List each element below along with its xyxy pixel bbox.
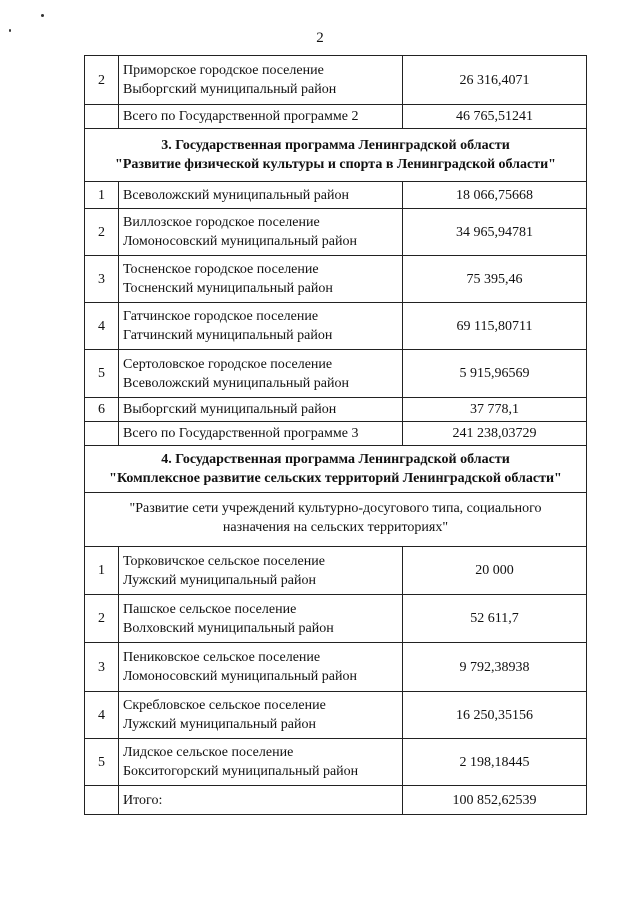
- municipality-name: [119, 303, 403, 350]
- page-number: 2: [316, 30, 324, 46]
- allocation-table: [84, 55, 587, 815]
- municipality-name: [119, 398, 403, 422]
- total-label: [119, 105, 403, 129]
- name-line: Лужский муниципальный район: [123, 572, 316, 588]
- table-row: [85, 209, 587, 256]
- total-label: [119, 422, 403, 446]
- row-number: 5: [85, 739, 119, 786]
- table-row: [85, 595, 587, 643]
- row-number: [85, 422, 119, 446]
- total-value: 46 765,51241: [403, 105, 587, 129]
- subprogram-header-row: [85, 493, 587, 547]
- total-value: 100 852,62539: [403, 786, 587, 815]
- row-number: 6: [85, 398, 119, 422]
- name-line: Итого:: [123, 792, 163, 808]
- name-line: Волховский муниципальный район: [123, 620, 334, 636]
- total-label: [119, 786, 403, 815]
- amount-value: 9 792,38938: [403, 643, 587, 692]
- row-number: 5: [85, 350, 119, 398]
- total-value: 241 238,03729: [403, 422, 587, 446]
- row-number: 1: [85, 182, 119, 209]
- program-header-row: [85, 129, 587, 182]
- table-row: [85, 350, 587, 398]
- name-line: Всего по Государственной программе 3: [123, 426, 359, 441]
- name-line: Гатчинский муниципальный район: [123, 328, 333, 343]
- row-number: 2: [85, 56, 119, 105]
- name-line: Выборгский муниципальный район: [123, 82, 337, 97]
- name-line: Торковичское сельское поселение: [123, 553, 325, 569]
- title-line: 4. Государственная программа Ленинградской области: [161, 452, 510, 467]
- title-line: "Развитие физической культуры и спорта в Ленинградской области": [115, 157, 556, 172]
- table-row: [85, 398, 587, 422]
- row-number: 4: [85, 692, 119, 739]
- amount-value: 20 000: [403, 547, 587, 595]
- row-number: [85, 105, 119, 129]
- name-line: Ломоносовский муниципальный район: [123, 669, 357, 684]
- program-title: [85, 129, 587, 182]
- table-row: [85, 303, 587, 350]
- amount-value: 52 611,7: [403, 595, 587, 643]
- name-line: Приморское городское поселение: [123, 63, 324, 78]
- municipality-name: [119, 209, 403, 256]
- subprogram-title: [85, 493, 587, 547]
- amount-value: 34 965,94781: [403, 209, 587, 256]
- title-line: "Развитие сети учреждений культурно-досугового типа, социального: [129, 501, 542, 516]
- row-number: 2: [85, 209, 119, 256]
- name-line: Виллозское городское поселение: [123, 215, 320, 230]
- name-line: Лидское сельское поселение: [123, 745, 294, 760]
- row-number: 3: [85, 643, 119, 692]
- name-line: Сертоловское городское поселение: [123, 356, 333, 372]
- name-line: Всего по Государственной программе 2: [123, 109, 359, 124]
- municipality-name: [119, 643, 403, 692]
- municipality-name: [119, 595, 403, 643]
- allocation-table-body: [85, 56, 587, 815]
- name-line: Тосненский муниципальный район: [123, 281, 333, 296]
- municipality-name: [119, 56, 403, 105]
- row-number: 1: [85, 547, 119, 595]
- amount-value: 18 066,75668: [403, 182, 587, 209]
- row-number: 3: [85, 256, 119, 303]
- title-line: 3. Государственная программа Ленинградской области: [161, 138, 510, 153]
- name-line: Лужский муниципальный район: [123, 717, 316, 732]
- amount-value: 2 198,18445: [403, 739, 587, 786]
- municipality-name: [119, 350, 403, 398]
- name-line: Пениковское сельское поселение: [123, 650, 321, 665]
- scan-speck: [41, 14, 44, 17]
- row-number: 4: [85, 303, 119, 350]
- amount-value: 5 915,96569: [403, 350, 587, 398]
- table-row: [85, 256, 587, 303]
- total-row: [85, 786, 587, 815]
- name-line: Скребловское сельское поселение: [123, 698, 326, 713]
- name-line: Бокситогорский муниципальный район: [123, 764, 359, 779]
- name-line: Всеволожский муниципальный район: [123, 187, 349, 203]
- program-header-row: [85, 446, 587, 493]
- amount-value: 75 395,46: [403, 256, 587, 303]
- amount-value: 37 778,1: [403, 398, 587, 422]
- program-title: [85, 446, 587, 493]
- name-line: Выборгский муниципальный район: [123, 402, 337, 417]
- total-row: [85, 105, 587, 129]
- name-line: Пашское сельское поселение: [123, 601, 297, 617]
- name-line: Тосненское городское поселение: [123, 262, 319, 277]
- name-line: Всеволожский муниципальный район: [123, 375, 349, 391]
- name-line: Гатчинское городское поселение: [123, 309, 319, 324]
- row-number: [85, 786, 119, 815]
- table-row: [85, 643, 587, 692]
- title-line: "Комплексное развитие сельских территорий Ленинградской области": [109, 471, 562, 486]
- table-row: [85, 739, 587, 786]
- municipality-name: [119, 692, 403, 739]
- row-number: 2: [85, 595, 119, 643]
- amount-value: 69 115,80711: [403, 303, 587, 350]
- municipality-name: [119, 256, 403, 303]
- municipality-name: [119, 547, 403, 595]
- municipality-name: [119, 182, 403, 209]
- amount-value: 16 250,35156: [403, 692, 587, 739]
- table-row: [85, 692, 587, 739]
- amount-value: 26 316,4071: [403, 56, 587, 105]
- table-row: [85, 56, 587, 105]
- table-row: [85, 182, 587, 209]
- municipality-name: [119, 739, 403, 786]
- table-row: [85, 547, 587, 595]
- total-row: [85, 422, 587, 446]
- title-line: назначения на сельских территориях": [222, 520, 449, 535]
- name-line: Ломоносовский муниципальный район: [123, 234, 357, 249]
